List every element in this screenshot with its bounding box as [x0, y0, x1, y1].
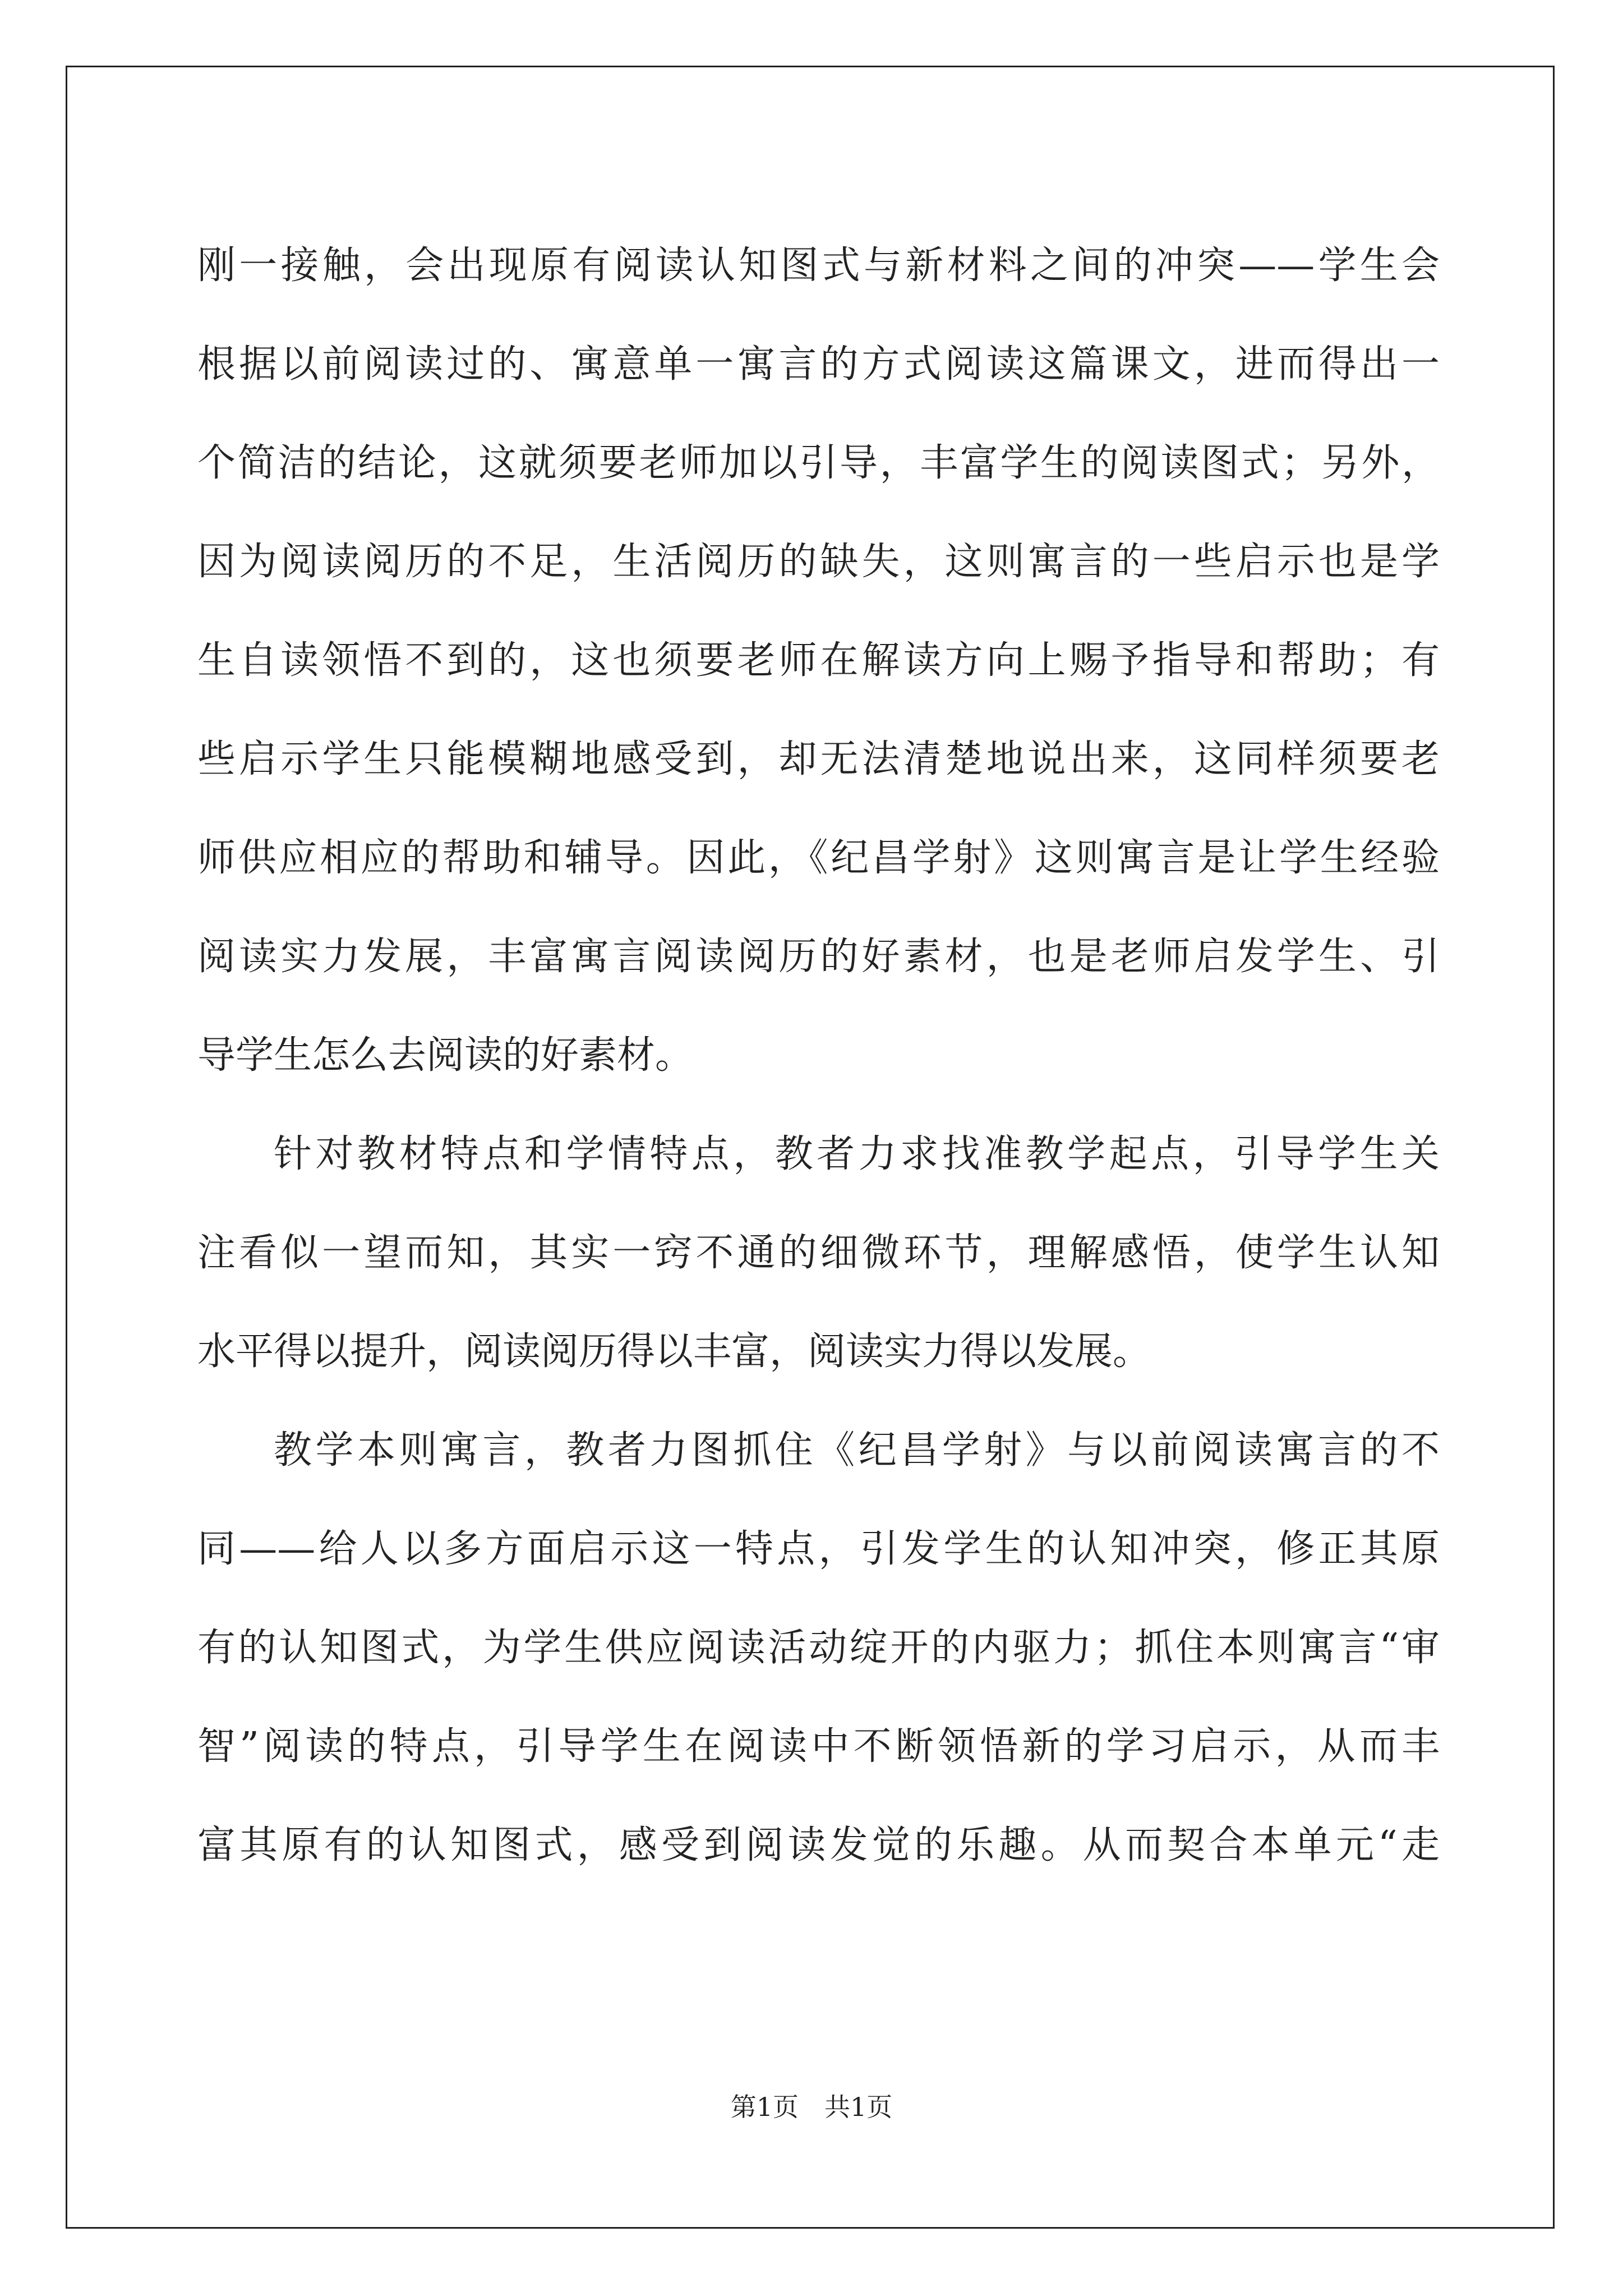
text-line: 智”阅读的特点，引导学生在阅读中不断领悟新的学习启示，从而丰 — [197, 1724, 1440, 1769]
text-line: 注看似一望而知，其实一窍不通的细微环节，理解感悟，使学生认知 — [197, 1231, 1440, 1275]
paragraph-2 — [197, 1105, 1440, 1401]
paragraph-3 — [197, 1401, 1440, 1895]
text-line: 刚一接触，会出现原有阅读认知图式与新材料之间的冲突——学生会 — [197, 243, 1440, 288]
text-line: 富其原有的认知图式，感受到阅读发觉的乐趣。从而契合本单元“走 — [197, 1823, 1440, 1867]
text-line: 阅读实力发展，丰富寓言阅读阅历的好素材，也是老师启发学生、引 — [197, 935, 1440, 979]
text-line: 师供应相应的帮助和辅导。因此，《纪昌学射》这则寓言是让学生经验 — [197, 836, 1440, 880]
page-number: 第1页 共1页 — [730, 2092, 893, 2122]
text-line: 根据以前阅读过的、寓意单一寓言的方式阅读这篇课文，进而得出一 — [197, 342, 1440, 386]
text-line: 有的认知图式，为学生供应阅读活动绽开的内驱力；抓住本则寓言“审 — [197, 1626, 1440, 1670]
text-line: 导学生怎么去阅读的好素材。 — [197, 1033, 694, 1078]
paragraph-1 — [197, 217, 1440, 1105]
document-body — [197, 217, 1440, 1895]
text-line: 针对教材特点和学情特点，教者力求找准教学起点，引导学生关 — [274, 1132, 1440, 1176]
text-line: 些启示学生只能模糊地感受到，却无法清楚地说出来，这同样须要老 — [197, 737, 1440, 781]
text-line: 教学本则寓言，教者力图抓住《纪昌学射》与以前阅读寓言的不 — [274, 1428, 1440, 1473]
text-line: 同——给人以多方面启示这一特点，引发学生的认知冲突，修正其原 — [197, 1527, 1440, 1571]
text-line: 水平得以提升，阅读阅历得以丰富，阅读实力得以发展。 — [197, 1329, 1151, 1374]
text-line: 生自读领悟不到的，这也须要老师在解读方向上赐予指导和帮助；有 — [197, 638, 1440, 683]
text-line: 因为阅读阅历的不足，生活阅历的缺失，这则寓言的一些启示也是学 — [197, 540, 1440, 584]
text-line: 个简洁的结论，这就须要老师加以引导，丰富学生的阅读图式；另外， — [197, 441, 1440, 485]
page-footer — [0, 2087, 1623, 2124]
